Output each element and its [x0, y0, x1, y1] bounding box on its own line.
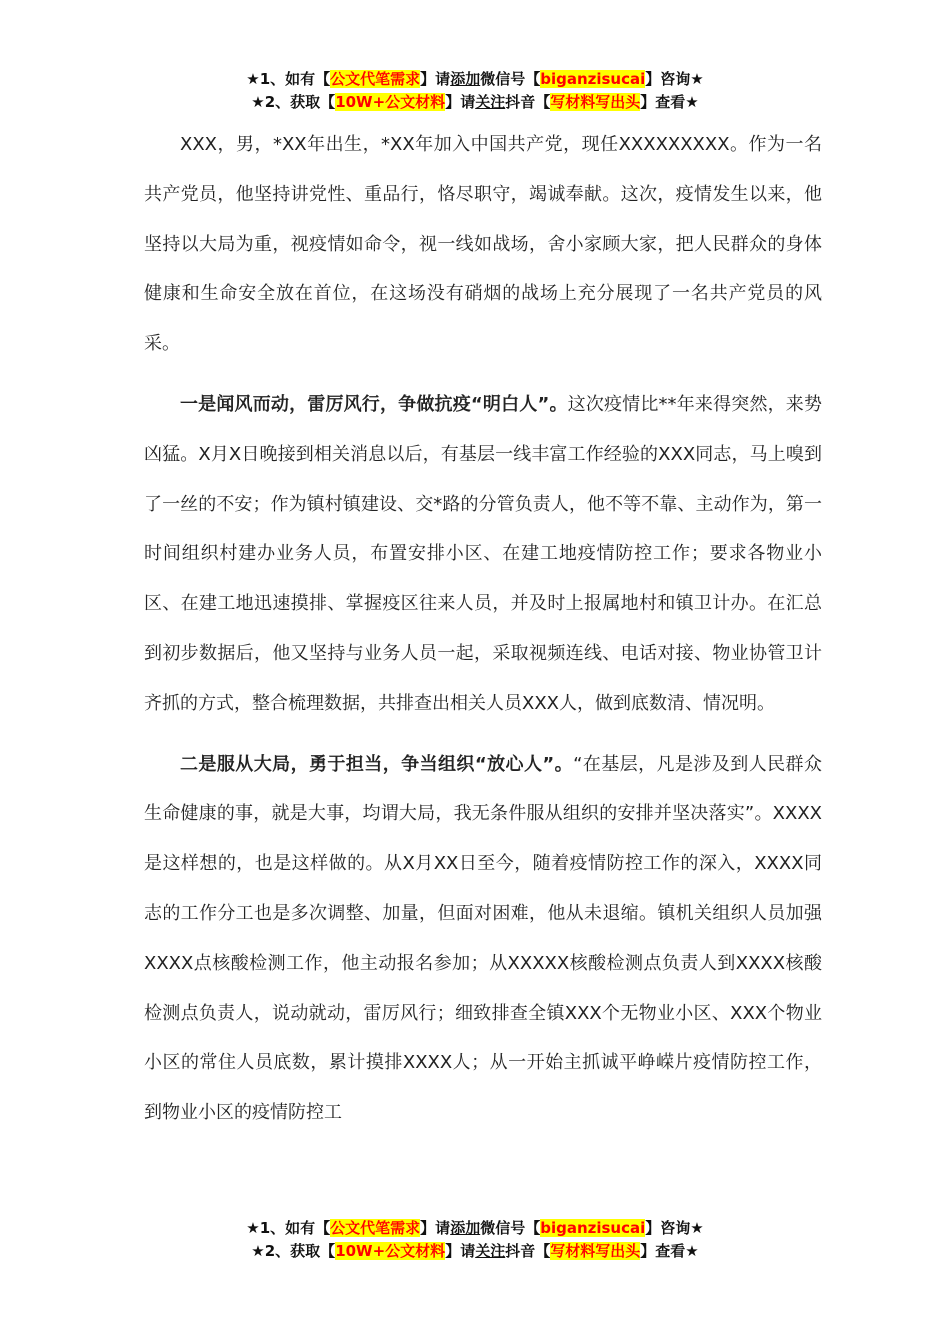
promo-text: 抖音【 [505, 93, 551, 111]
promo-text: 】请 [445, 1242, 476, 1260]
paragraph-text: XXX，男，*XX年出生，*XX年加入中国共产党，现任XXXXXXXXX。作为一名共产党员，他坚持讲党性、重品行，恪尽职守，竭诚奉献。这次，疫情发生以来，他坚持以大局为重，视疫情如命令，视一线如战场，舍小家顾大家，把人民群众的身体健康和生命安全放在首位，在这场没有硝烟的战场上充分展现了一名共产党员的风采。 [144, 134, 822, 355]
promo-text: 】请 [445, 93, 476, 111]
paragraph-section-2 [144, 740, 822, 1138]
promo-line-1 [0, 68, 950, 91]
promo-text: ★1、如有【 [246, 70, 331, 88]
underlined-text: 添加 [450, 70, 481, 88]
highlight-materials: 10W+公文材料 [335, 93, 446, 111]
promo-line-1 [0, 1217, 950, 1240]
footer-promo-banner [0, 1217, 950, 1263]
promo-line-2 [0, 91, 950, 114]
promo-text: 微信号【 [480, 70, 541, 88]
underlined-text: 添加 [450, 1219, 481, 1237]
paragraph-section-1 [144, 380, 822, 729]
promo-text: 】查看★ [640, 1242, 699, 1260]
promo-text: 】请 [420, 1219, 451, 1237]
underlined-text: 关注 [475, 93, 506, 111]
promo-text: 】查看★ [640, 93, 699, 111]
highlight-service: 公文代笔需求 [330, 70, 421, 88]
promo-text: 微信号【 [480, 1219, 541, 1237]
highlight-materials: 10W+公文材料 [335, 1242, 446, 1260]
highlight-wechat-id: biganzisucai [540, 1219, 646, 1237]
underlined-text: 关注 [475, 1242, 506, 1260]
promo-text: 抖音【 [505, 1242, 551, 1260]
section-heading: 一是闻风而动，雷厉风行，争做抗疫“明白人”。 [180, 393, 568, 415]
paragraph-text: “在基层，凡是涉及到人民群众生命健康的事，就是大事，均谓大局，我无条件服从组织的安排并坚决落实”。XXXX是这样想的，也是这样做的。从X月XX日至今，随着疫情防控工作的深入，XXXX同志的工作分工也是多次调整、加量，但面对困难，他从未退缩。镇机关组织人员加强XXXX点核酸检测工作，他主动报名参加；从XXXXX核酸检测点负责人到XXXX核酸检测点负责人，说动就动，雷厉风行；细致排查全镇XXX个无物业小区、XXX个物业小区的常住人员底数，累计摸排XXXX人；从一开始主抓诚平峥嵘片疫情防控工作，到物业小区的疫情防控工 [144, 753, 822, 1124]
highlight-douyin-account: 写材料写出头 [550, 93, 641, 111]
highlight-wechat-id: biganzisucai [540, 70, 646, 88]
document-body [144, 120, 822, 1138]
paragraph-intro [144, 120, 822, 369]
highlight-douyin-account: 写材料写出头 [550, 1242, 641, 1260]
promo-text: ★1、如有【 [246, 1219, 331, 1237]
header-promo-banner [0, 68, 950, 114]
promo-text: 】请 [420, 70, 451, 88]
promo-text: 】咨询★ [645, 70, 704, 88]
paragraph-text: 这次疫情比**年来得突然，来势凶猛。X月X日晚接到相关消息以后，有基层一线丰富工作经验的XXX同志，马上嗅到了一丝的不安；作为镇村镇建设、交*路的分管负责人，他不等不靠、主动作为，第一时间组织村建办业务人员，布置安排小区、在建工地疫情防控工作；要求各物业小区、在建工地迅速摸排、掌握疫区往来人员，并及时上报属地村和镇卫计办。在汇总到初步数据后，他又坚持与业务人员一起，采取视频连线、电话对接、物业协管卫计齐抓的方式，整合梳理数据，共排查出相关人员XXX人，做到底数清、情况明。 [144, 393, 822, 714]
promo-text: ★2、获取【 [251, 93, 336, 111]
promo-text: ★2、获取【 [251, 1242, 336, 1260]
promo-text: 】咨询★ [645, 1219, 704, 1237]
highlight-service: 公文代笔需求 [330, 1219, 421, 1237]
promo-line-2 [0, 1240, 950, 1263]
section-heading: 二是服从大局，勇于担当，争当组织“放心人”。 [180, 753, 574, 775]
